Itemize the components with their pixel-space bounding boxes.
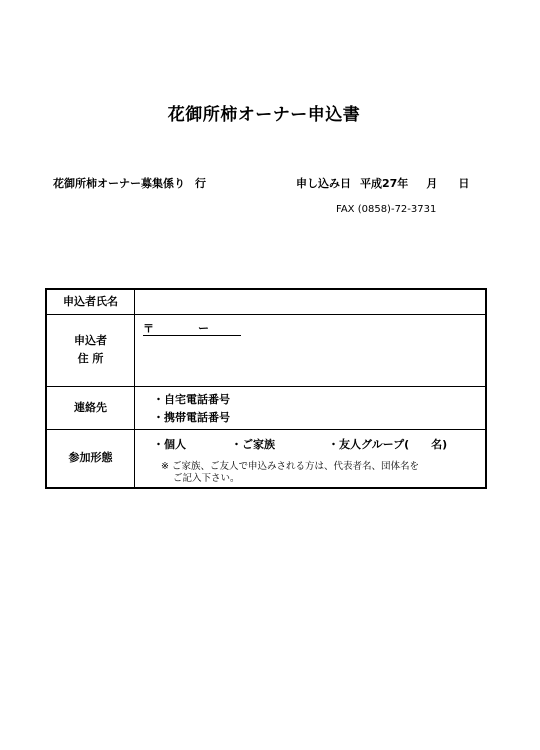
contact-field[interactable] xyxy=(135,386,487,429)
apply-date-label: 申し込み日 xyxy=(296,177,351,190)
apply-date-day: 日 xyxy=(458,177,470,190)
form-row-address xyxy=(46,314,486,386)
option-friend-group[interactable]: ・友人グループ( 名) xyxy=(328,437,448,451)
home-phone-line: ・自宅電話番号 xyxy=(153,392,230,406)
participation-type-field[interactable] xyxy=(135,429,487,488)
application-form xyxy=(45,288,487,489)
apply-date-era: 平成27年 xyxy=(360,177,409,190)
addressee-name: 花御所柿オーナー募集係り xyxy=(53,177,185,190)
option-individual[interactable]: ・個人 xyxy=(153,437,186,451)
postal-dash: ー xyxy=(198,321,209,335)
applicant-name-label: 申込者氏名 xyxy=(46,289,135,314)
form-row-participation xyxy=(46,429,486,488)
addressee-suffix: 行 xyxy=(195,177,206,190)
option-family[interactable]: ・ご家族 xyxy=(231,437,275,451)
applicant-address-field[interactable] xyxy=(135,314,487,386)
apply-date-month: 月 xyxy=(426,177,438,190)
form-row-name xyxy=(46,289,486,314)
address-label-line1: 申込者 xyxy=(74,334,107,347)
contact-label: 連絡先 xyxy=(46,386,135,429)
page-title: 花御所柿オーナー申込書 xyxy=(167,105,361,125)
postal-mark-icon: 〒 xyxy=(143,321,154,335)
address-label-line2: 住 所 xyxy=(77,352,104,365)
fax-number: FAX (0858)-72-3731 xyxy=(336,204,437,215)
applicant-address-label xyxy=(46,314,135,386)
participation-type-label: 参加形態 xyxy=(46,429,135,488)
note-line1: ※ ご家族、ご友人で申込みされる方は、代表者名、団体名を xyxy=(161,460,419,472)
participation-note xyxy=(161,461,419,485)
postal-code-field[interactable] xyxy=(143,320,241,336)
applicant-name-field[interactable] xyxy=(135,289,487,314)
form-row-contact xyxy=(46,386,486,429)
mobile-phone-line: ・携帯電話番号 xyxy=(153,410,230,424)
addressee xyxy=(53,175,206,191)
note-line2: ご記入下さい。 xyxy=(173,472,240,484)
apply-date xyxy=(296,175,469,191)
